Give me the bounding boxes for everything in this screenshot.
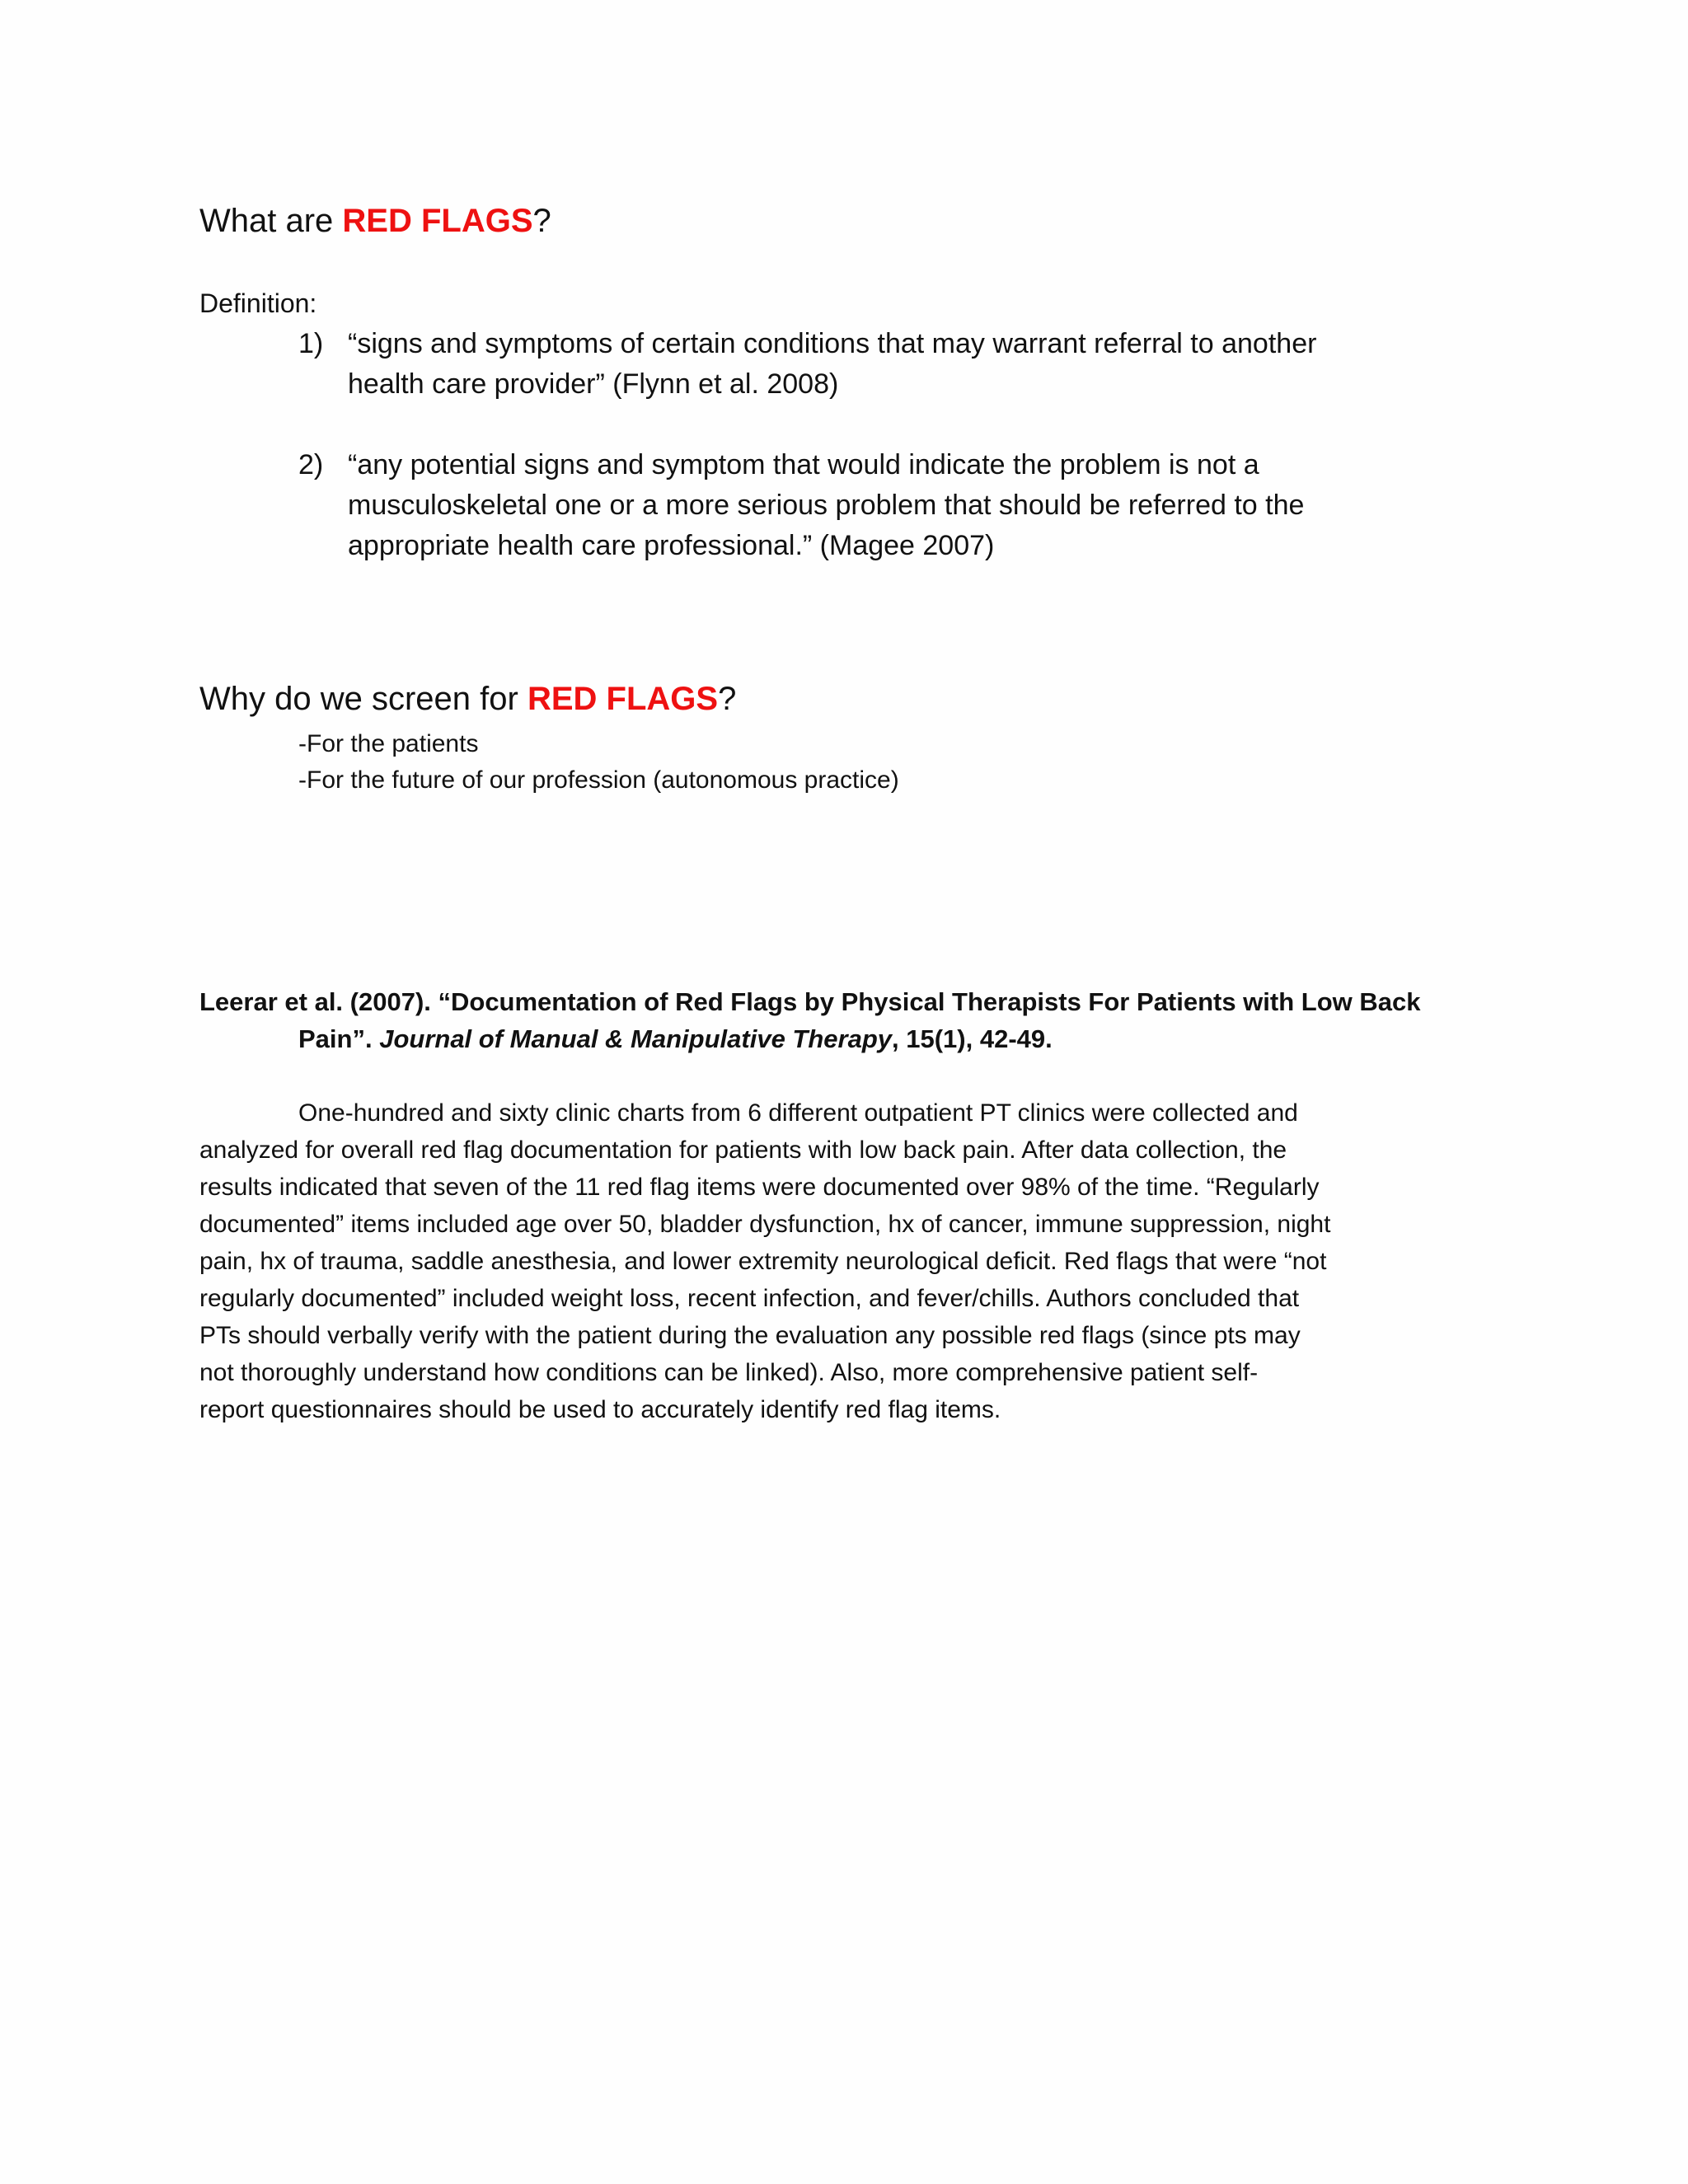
summary-line: One-hundred and sixty clinic charts from 6 different outpatient PT clinics were collected and xyxy=(298,1099,1298,1127)
heading-suffix: ? xyxy=(718,681,737,717)
summary-line: pain, hx of trauma, saddle anesthesia, and lower extremity neurological deficit. Red flags that were “not xyxy=(199,1248,1327,1275)
reason-item: -For the future of our profession (autonomous practice) xyxy=(298,766,899,794)
summary-line: documented” items included age over 50, bladder dysfunction, hx of cancer, immune suppression, night xyxy=(199,1211,1331,1238)
citation-line-2 xyxy=(298,1020,1053,1057)
summary-line: analyzed for overall red flag documentation for patients with low back pain. After data collection, the xyxy=(199,1137,1287,1164)
heading-prefix: What are xyxy=(199,203,343,239)
summary-line: PTs should verbally verify with the patient during the evaluation any possible red flags (since pts may xyxy=(199,1322,1301,1349)
summary-line: regularly documented” included weight loss, recent infection, and fever/chills. Authors concluded that xyxy=(199,1285,1300,1312)
summary-line: not thoroughly understand how conditions can be linked). Also, more comprehensive patient self- xyxy=(199,1359,1259,1386)
definition-2-line-2: musculoskeletal one or a more serious problem that should be referred to the xyxy=(348,490,1305,521)
definition-1-line-1: “signs and symptoms of certain conditions that may warrant referral to another xyxy=(348,328,1317,359)
definition-number-1: 1) xyxy=(298,328,324,359)
citation-suffix: , 15(1), 42-49. xyxy=(892,1024,1053,1053)
red-flags-highlight: RED FLAGS xyxy=(342,203,533,239)
definition-label: Definition: xyxy=(199,288,317,318)
citation-prefix: Pain”. xyxy=(298,1024,380,1053)
citation-line-1: Leerar et al. (2007). “Documentation of Red Flags by Physical Therapists For Patients with Low Back xyxy=(199,987,1421,1016)
definition-number-2: 2) xyxy=(298,449,324,480)
red-flags-highlight: RED FLAGS xyxy=(527,681,719,717)
heading-prefix: Why do we screen for xyxy=(199,681,528,717)
definition-2-line-1: “any potential signs and symptom that would indicate the problem is not a xyxy=(348,449,1259,480)
journal-title: Journal of Manual & Manipulative Therapy xyxy=(379,1024,893,1053)
summary-line: results indicated that seven of the 11 red flag items were documented over 98% of the time. “Regularly xyxy=(199,1174,1320,1201)
section-heading-why xyxy=(199,679,736,719)
summary-line: report questionnaires should be used to accurately identify red flag items. xyxy=(199,1396,1001,1423)
section-heading-what xyxy=(199,201,551,241)
definition-1-line-2: health care provider” (Flynn et al. 2008) xyxy=(348,368,839,400)
definition-2-line-3: appropriate health care professional.” (Magee 2007) xyxy=(348,530,995,561)
reason-item: -For the patients xyxy=(298,730,479,757)
heading-suffix: ? xyxy=(532,203,551,239)
